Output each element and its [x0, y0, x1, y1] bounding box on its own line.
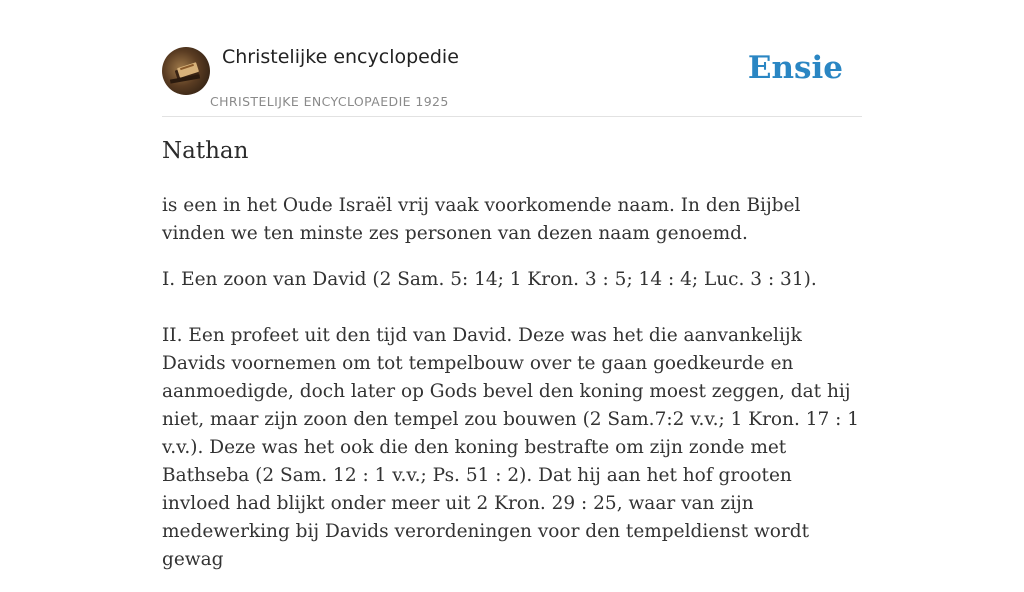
ensie-logo-link[interactable]: Ensie: [747, 50, 843, 86]
site-header: [162, 44, 862, 117]
site-title[interactable]: Christelijke encyclopedie: [222, 46, 459, 68]
article-paragraph: II. Een profeet uit den tijd van David. Deze was het die aanvankelijk Davids voornemen om tot tempelbouw over te gaan goedkeurde en aanmoedigde, doch later op Gods bevel den koning moest zeggen, dat hij niet, maar zijn zoon den tempel zou bouwen (2 Sam.7:2 v.v.; 1 Kron. 17 : 1 v.v.). Deze was het ook die den koning bestrafte om zijn zonde met Bathseba (2 Sam. 12 : 1 v.v.; Ps. 51 : 2). Dat hij aan het hof grooten invloed had blijkt onder meer uit 2 Kron. 29 : 25, waar van zijn medewerking bij Davids verordeningen voor den tempeldienst wordt gewag: [162, 325, 860, 570]
article-paragraph: is een in het Oude Israël vrij vaak voorkomende naam. In den Bijbel vinden we ten minste zes personen van dezen naam genoemd.: [162, 195, 801, 244]
encyclopedia-avatar[interactable]: [162, 47, 210, 95]
book-image-icon: [162, 47, 210, 95]
article-body: [162, 192, 864, 592]
article-paragraph: I. Een zoon van David (2 Sam. 5: 14; 1 Kron. 3 : 5; 14 : 4; Luc. 3 : 31).: [162, 269, 817, 290]
site-subtitle: CHRISTELIJKE ENCYCLOPAEDIE 1925: [210, 94, 449, 109]
page-title: Nathan: [162, 138, 249, 164]
